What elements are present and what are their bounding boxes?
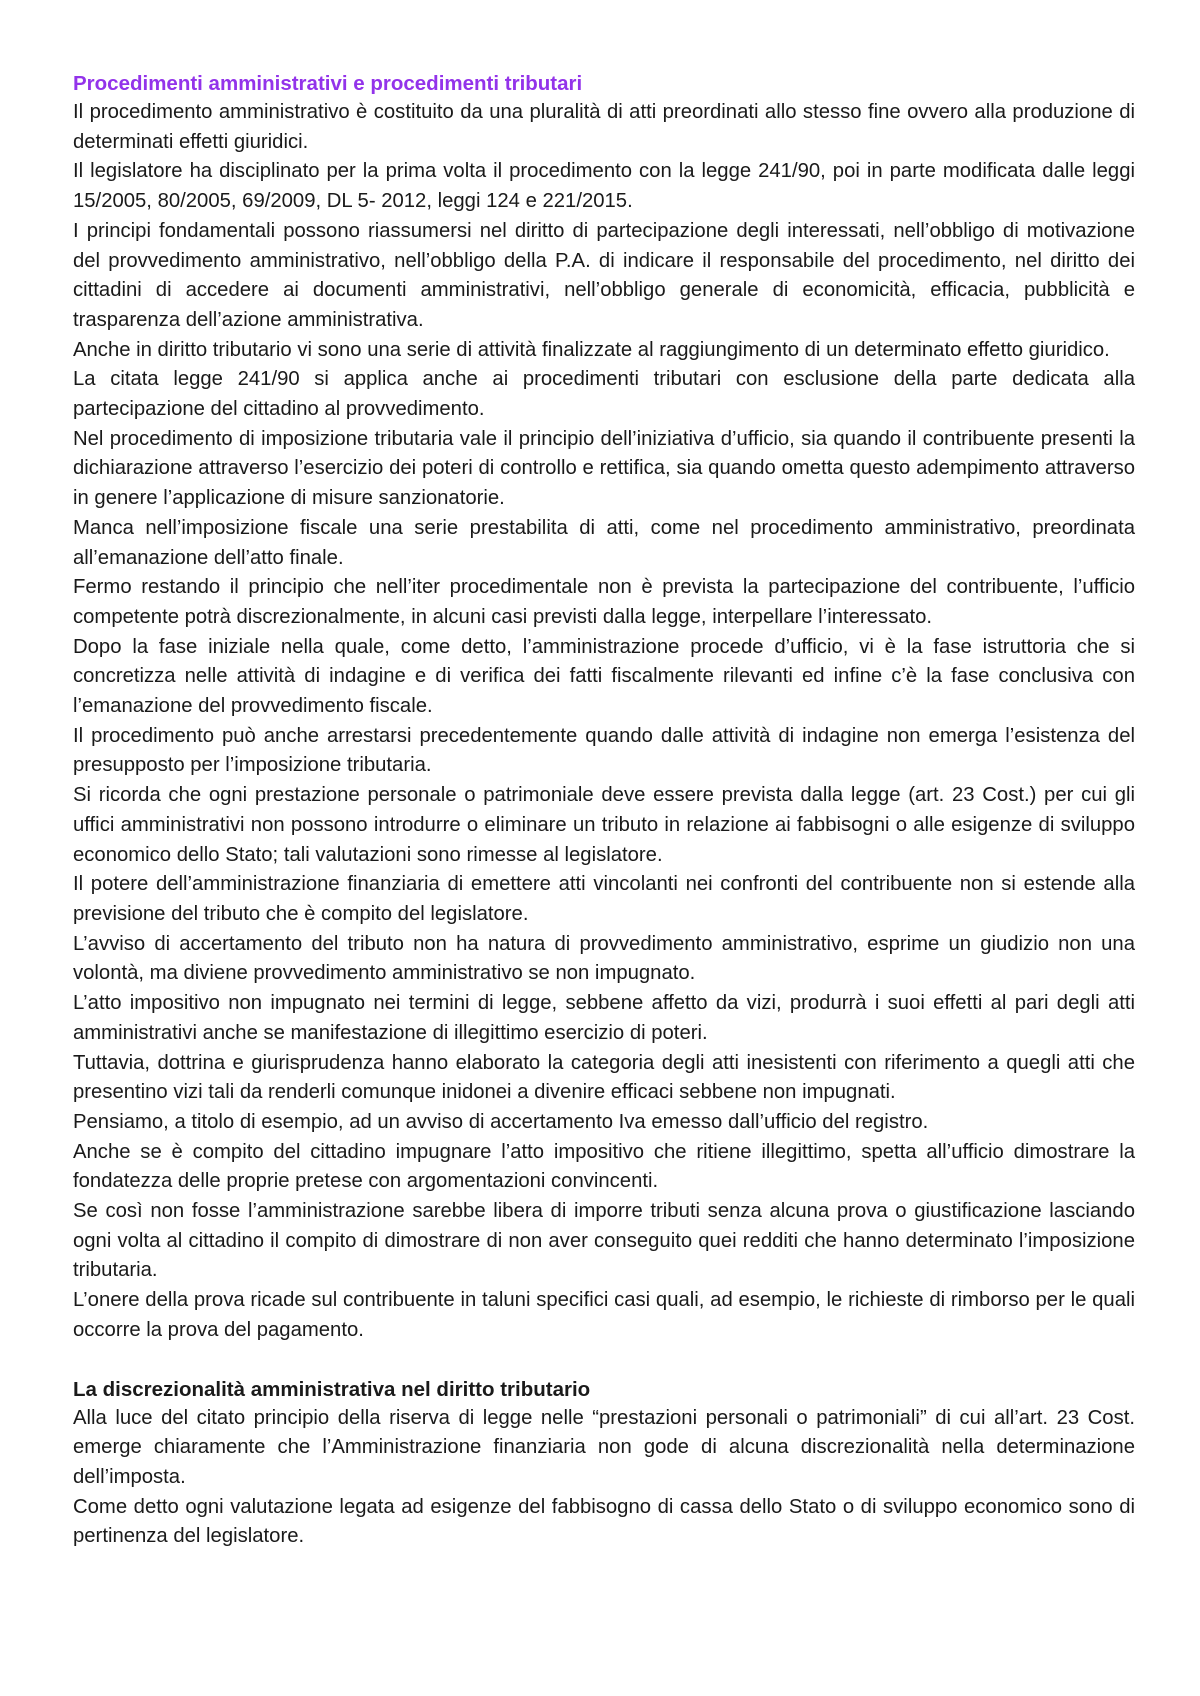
- paragraph: Nel procedimento di imposizione tributaria vale il principio dell’iniziativa d’ufficio, sia quando il contribuente presenti la dichiarazione attraverso l’esercizio dei poteri di controllo e rettifica, sia quando ometta questo adempimento attraverso in genere l’applicazione di misure sanzionatorie.: [73, 427, 1135, 510]
- paragraph: Il potere dell’amministrazione finanziaria di emettere atti vincolanti nei confronti del contribuente non si estende alla previsione del tributo che è compito del legislatore.: [73, 873, 1135, 925]
- paragraph: Il procedimento amministrativo è costituito da una pluralità di atti preordinati allo stesso fine ovvero alla produzione di determinati effetti giuridici.: [73, 101, 1135, 153]
- paragraph: Se così non fosse l’amministrazione sarebbe libera di imporre tributi senza alcuna prova o giustificazione lasciando ogni volta al cittadino il compito di dimostrare di non aver conseguito quei redditi che hanno determinato l’imposizione tributaria.: [73, 1200, 1135, 1282]
- paragraph: La citata legge 241/90 si applica anche ai procedimenti tributari con esclusione della parte dedicata alla partecipazione del cittadino al provvedimento.: [73, 368, 1135, 421]
- paragraph: Dopo la fase iniziale nella quale, come detto, l’amministrazione procede d’ufficio, vi è la fase istruttoria che si concretizza nelle attività di indagine e di verifica dei fatti fiscalmente rilevanti ed infine c’è la fase conclusiva con l’emanazione del provvedimento fiscale.: [73, 635, 1135, 718]
- paragraph: Come detto ogni valutazione legata ad esigenze del fabbisogno di cassa dello Stato o di sviluppo economico sono di pertinenza del legislatore.: [73, 1495, 1135, 1548]
- paragraph: Alla luce del citato principio della riserva di legge nelle “prestazioni personali o patrimoniali” di cui all’art. 23 Cost. emerge chiaramente che l’Amministrazione finanziaria non gode di alcuna discrezionalità nella determinazione dell’imposta.: [73, 1406, 1135, 1488]
- document-page: [73, 70, 1135, 1552]
- paragraph: L’onere della prova ricade sul contribuente in taluni specifici casi quali, ad esempio, le richieste di rimborso per le quali occorre la prova del pagamento.: [73, 1289, 1135, 1341]
- section-body: [73, 98, 1135, 1346]
- paragraph: Pensiamo, a titolo di esempio, ad un avviso di accertamento Iva emesso dall’ufficio del registro.: [73, 1110, 929, 1133]
- paragraph: L’avviso di accertamento del tributo non ha natura di provvedimento amministrativo, esprime un giudizio non una volontà, ma diviene provvedimento amministrativo se non impugnato.: [73, 932, 1135, 985]
- section-title: Procedimenti amministrativi e procedimenti tributari: [73, 72, 583, 95]
- section-spacer: [73, 1346, 1135, 1376]
- paragraph: Il procedimento può anche arrestarsi precedentemente quando dalle attività di indagine non emerga l’esistenza del presupposto per l’imposizione tributaria.: [73, 724, 1135, 777]
- paragraph: Manca nell’imposizione fiscale una serie prestabilita di atti, come nel procedimento amministrativo, preordinata all’emanazione dell’atto finale.: [73, 516, 1135, 569]
- paragraph: Fermo restando il principio che nell’iter procedimentale non è prevista la partecipazione del contribuente, l’ufficio competente potrà discrezionalmente, in alcuni casi previsti dalla legge, interpellare l’interessato.: [73, 576, 1135, 628]
- paragraph: I principi fondamentali possono riassumersi nel diritto di partecipazione degli interessati, nell’obbligo di motivazione del provvedimento amministrativo, nell’obbligo della P.A. di indicare il responsabile del procedimento, nel diritto dei cittadini di accedere ai documenti amministrativi, nell’obbligo generale di economicità, efficacia, pubblicità e trasparenza dell’azione amministrativa.: [73, 219, 1135, 331]
- paragraph: Si ricorda che ogni prestazione personale o patrimoniale deve essere prevista dalla legge (art. 23 Cost.) per cui gli uffici amministrativi non possono introdurre o eliminare un tributo in relazione ai fabbisogni o alle esigenze di sviluppo economico dello Stato; tali valutazioni sono rimesse al legislatore.: [73, 784, 1135, 866]
- paragraph: Anche se è compito del cittadino impugnare l’atto impositivo che ritiene illegittimo, spetta all’ufficio dimostrare la fondatezza delle proprie pretese con argomentazioni convincenti.: [73, 1140, 1135, 1193]
- paragraph: Tuttavia, dottrina e giurisprudenza hanno elaborato la categoria degli atti inesistenti con riferimento a quegli atti che presentino vizi tali da renderli comunque inidonei a divenire efficaci sebbene non impugnati.: [73, 1051, 1135, 1104]
- paragraph: Il legislatore ha disciplinato per la prima volta il procedimento con la legge 241/90, poi in parte modificata dalle leggi 15/2005, 80/2005, 69/2009, DL 5- 2012, leggi 124 e 221/2015.: [73, 160, 1135, 213]
- section-body: [73, 1404, 1135, 1553]
- paragraph: L’atto impositivo non impugnato nei termini di legge, sebbene affetto da vizi, produrrà i suoi effetti al pari degli atti amministrativi anche se manifestazione di illegittimo esercizio di poteri.: [73, 992, 1135, 1044]
- paragraph: Anche in diritto tributario vi sono una serie di attività finalizzate al raggiungimento di un determinato effetto giuridico.: [73, 338, 1110, 361]
- section-title: La discrezionalità amministrativa nel diritto tributario: [73, 1377, 591, 1401]
